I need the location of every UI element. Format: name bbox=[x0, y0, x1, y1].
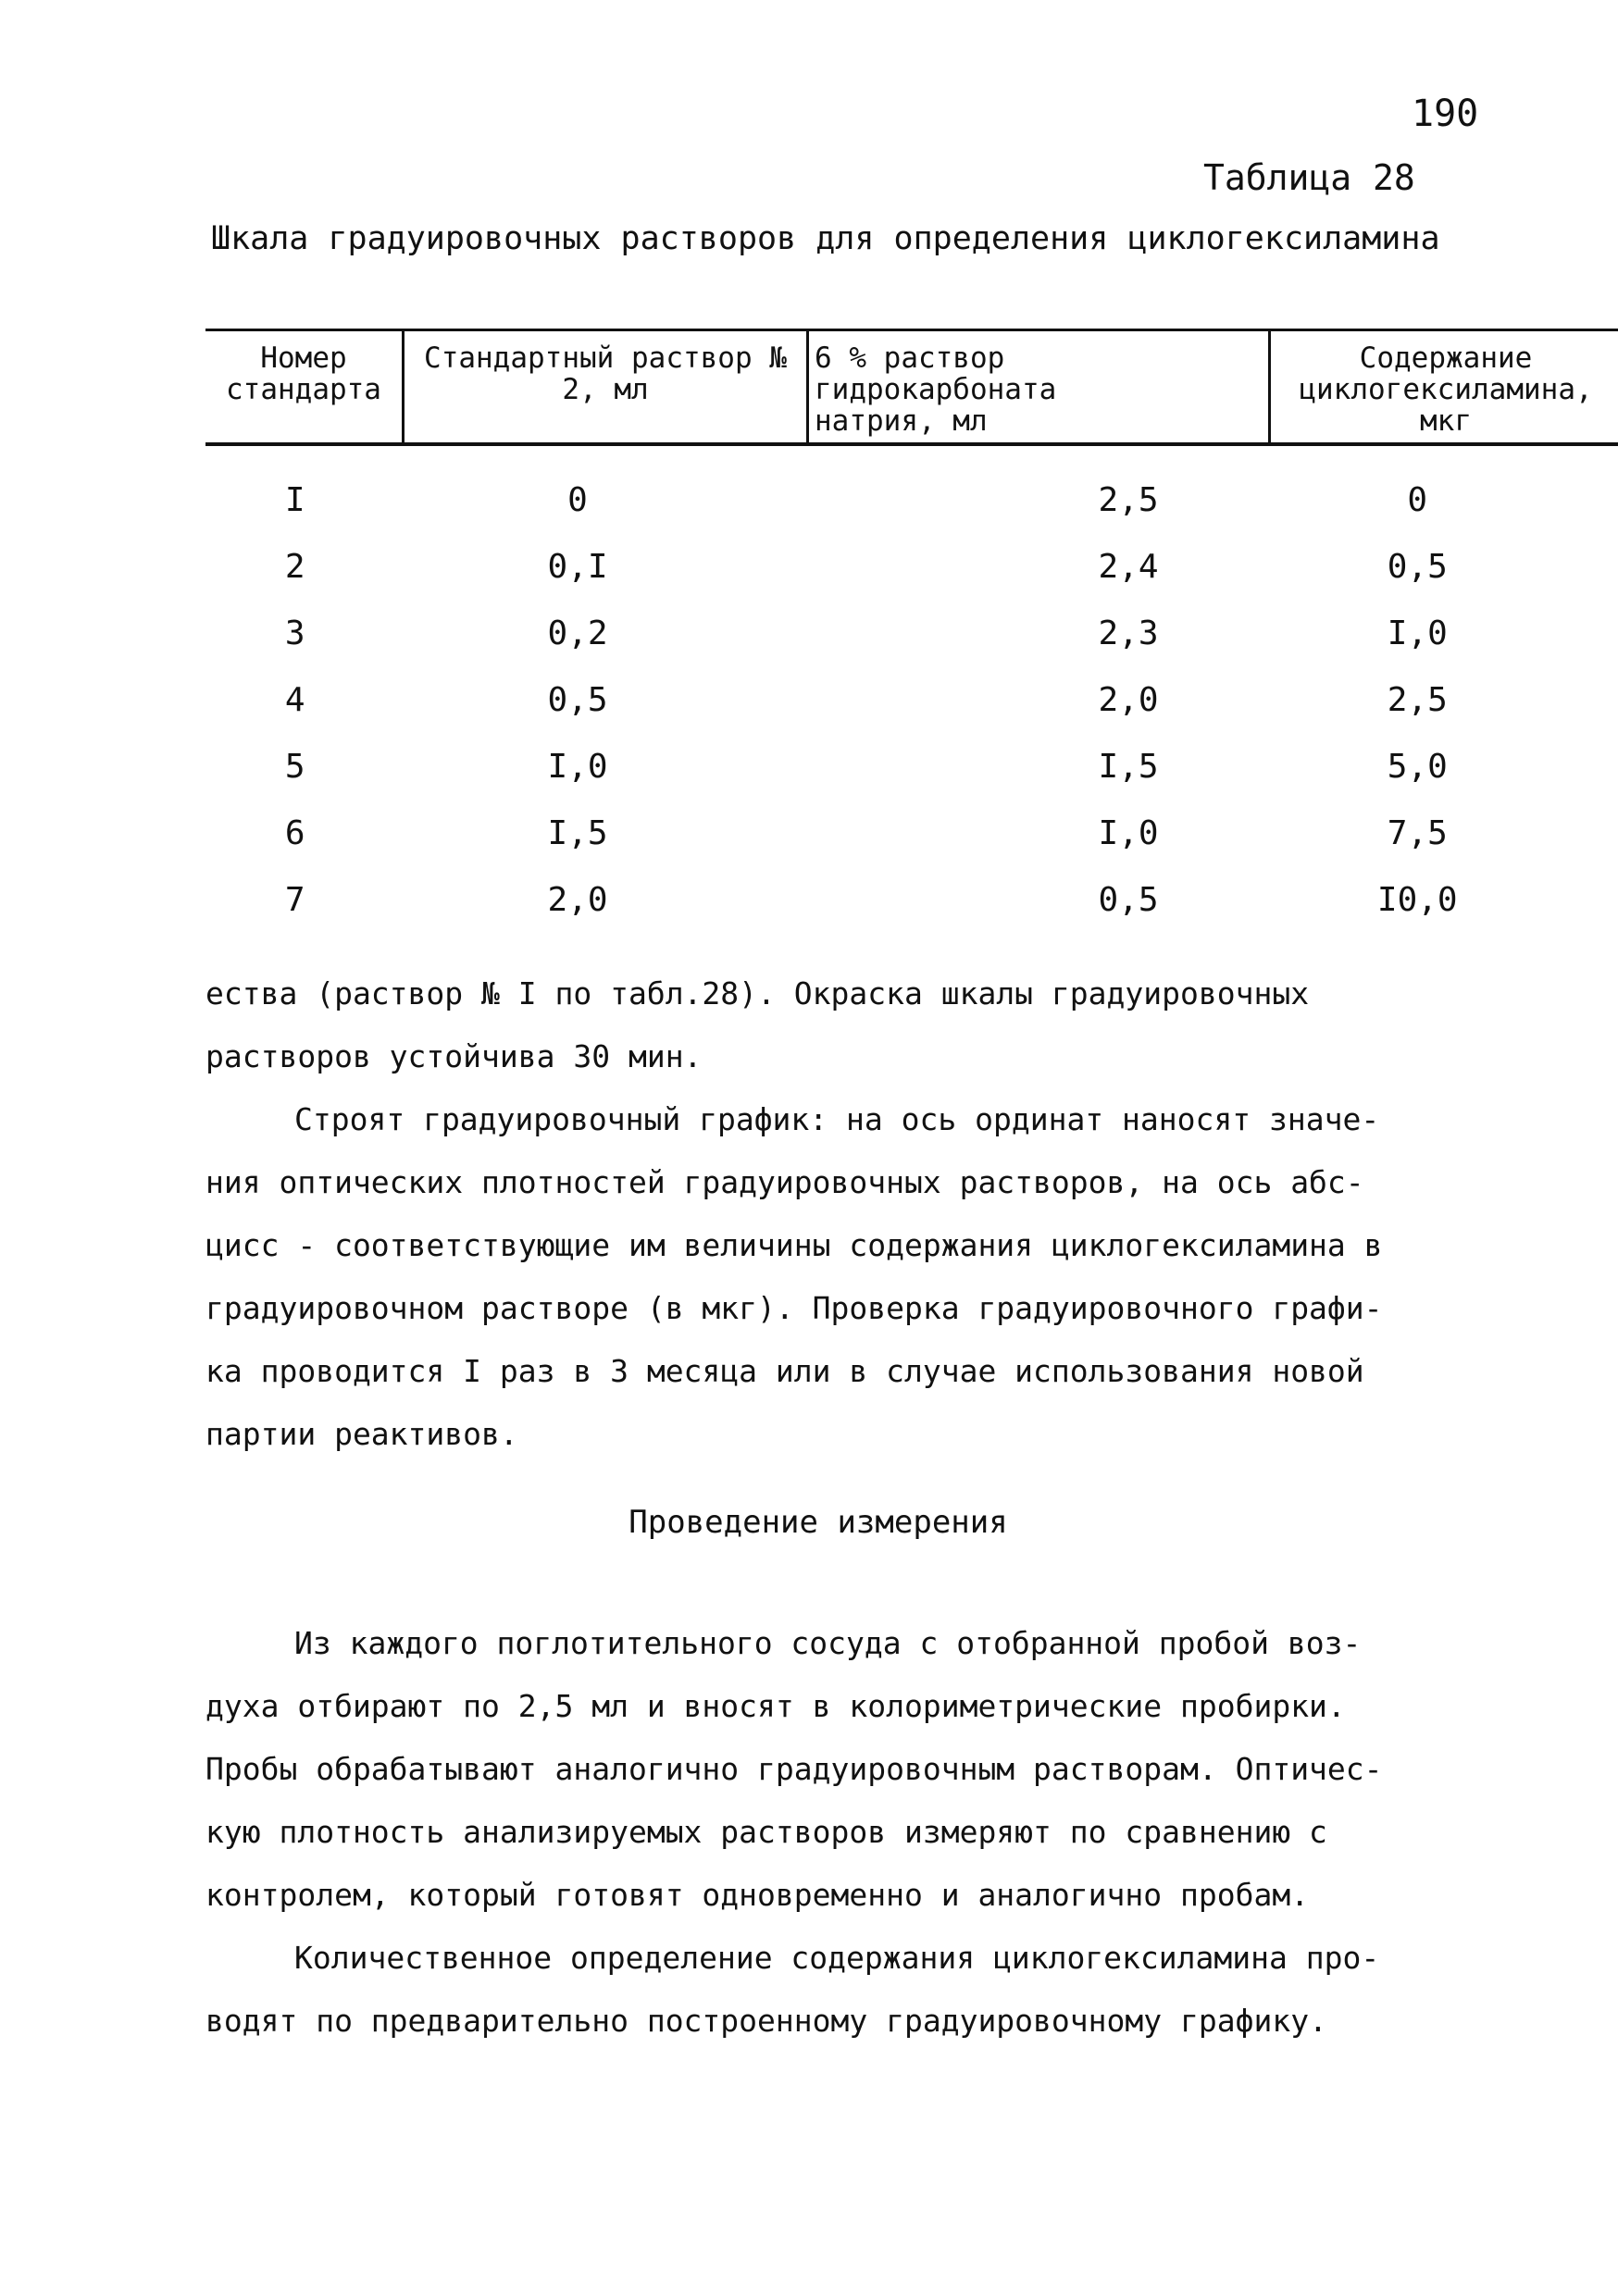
table-row bbox=[205, 444, 1618, 533]
table-row bbox=[205, 733, 1618, 800]
cell-standard-number: 2 bbox=[284, 547, 305, 586]
table-row bbox=[205, 600, 1618, 666]
calibration-table bbox=[205, 329, 1618, 933]
cell-standard-solution: I,5 bbox=[547, 813, 608, 852]
text-line: ества (раствор № I по табл.28). Окраска шкалы градуировочных bbox=[205, 975, 1310, 1011]
table-title: Шкала градуировочных растворов для определения циклогексиламина bbox=[211, 220, 1440, 257]
text-line: контролем, который готовят одновременно и аналогично пробам. bbox=[205, 1877, 1310, 1913]
table-label: Таблица 28 bbox=[1203, 157, 1415, 198]
text-line: партии реактивов. bbox=[205, 1416, 518, 1452]
paragraph-calibration-graph bbox=[205, 1088, 1483, 1466]
cell-standard-solution: 0,I bbox=[547, 547, 608, 586]
table-row bbox=[205, 533, 1618, 600]
cell-cyclohexylamine-content: 0 bbox=[1407, 480, 1428, 519]
text-line: градуировочном растворе (в мкг). Проверка градуировочного графи- bbox=[205, 1290, 1383, 1326]
cell-cyclohexylamine-content: 5,0 bbox=[1387, 747, 1448, 786]
header-cyclohexylamine-content: Содержание циклогексиламина, мкг bbox=[1270, 330, 1618, 445]
text-line: Количественное определение содержания циклогексиламина про- bbox=[294, 1940, 1380, 1976]
table-row bbox=[205, 666, 1618, 733]
text-line: ния оптических плотностей градуировочных растворов, на ось абс- bbox=[205, 1164, 1364, 1200]
page-number: 190 bbox=[1412, 93, 1479, 135]
cell-standard-number: 5 bbox=[284, 747, 305, 786]
paragraph-table-reference bbox=[205, 962, 1483, 1088]
table-header bbox=[205, 330, 1618, 445]
cell-bicarbonate-solution: 2,0 bbox=[1098, 680, 1159, 719]
cell-bicarbonate-solution: I,5 bbox=[1098, 747, 1159, 786]
cell-standard-number: I bbox=[284, 480, 305, 519]
cell-bicarbonate-solution: I,0 bbox=[1098, 813, 1159, 852]
text-line: растворов устойчива 30 мин. bbox=[205, 1038, 703, 1074]
cell-standard-solution: I,0 bbox=[547, 747, 608, 786]
text-line: Строят градуировочный график: на ось ординат наносят значе- bbox=[294, 1101, 1380, 1137]
paragraph-measurement bbox=[205, 1612, 1483, 1927]
cell-standard-solution: 0,5 bbox=[547, 680, 608, 719]
cell-cyclohexylamine-content: I0,0 bbox=[1376, 880, 1458, 919]
cell-standard-number: 4 bbox=[284, 680, 305, 719]
text-line: Из каждого поглотительного сосуда с отобранной пробой воз- bbox=[294, 1625, 1362, 1661]
cell-cyclohexylamine-content: 2,5 bbox=[1387, 680, 1448, 719]
cell-standard-solution: 0 bbox=[567, 480, 588, 519]
text-line: ка проводится I раз в 3 месяца или в случае использования новой bbox=[205, 1353, 1364, 1389]
cell-bicarbonate-solution: 2,5 bbox=[1098, 480, 1159, 519]
text-line: водят по предварительно построенному градуировочному графику. bbox=[205, 2003, 1327, 2039]
text-line: Пробы обрабатывают аналогично градуировочным растворам. Оптичес- bbox=[205, 1751, 1383, 1787]
cell-bicarbonate-solution: 2,3 bbox=[1098, 614, 1159, 652]
text-line: духа отбирают по 2,5 мл и вносят в колориметрические пробирки. bbox=[205, 1688, 1346, 1724]
cell-bicarbonate-solution: 2,4 bbox=[1098, 547, 1159, 586]
table-header-row bbox=[205, 330, 1618, 445]
cell-standard-solution: 2,0 bbox=[547, 880, 608, 919]
header-standard-number: Номер стандарта bbox=[205, 330, 404, 445]
section-heading: Проведение измерения bbox=[629, 1504, 1008, 1541]
cell-bicarbonate-solution: 0,5 bbox=[1098, 880, 1159, 919]
text-line: кую плотность анализируемых растворов измеряют по сравнению с bbox=[205, 1814, 1327, 1850]
cell-standard-number: 6 bbox=[284, 813, 305, 852]
header-bicarbonate-solution: 6 % раствор гидрокарбоната натрия, мл bbox=[808, 330, 1270, 445]
paragraph-quantitative bbox=[205, 1927, 1483, 2053]
cell-standard-number: 7 bbox=[284, 880, 305, 919]
cell-standard-solution: 0,2 bbox=[547, 614, 608, 652]
header-standard-solution: Стандартный раствор № 2, мл bbox=[404, 330, 808, 445]
cell-standard-number: 3 bbox=[284, 614, 305, 652]
cell-cyclohexylamine-content: 7,5 bbox=[1387, 813, 1448, 852]
table-body bbox=[205, 444, 1618, 933]
table-row bbox=[205, 866, 1618, 933]
cell-cyclohexylamine-content: 0,5 bbox=[1387, 547, 1448, 586]
table-row bbox=[205, 800, 1618, 866]
text-line: цисс - соответствующие им величины содержания циклогексиламина в bbox=[205, 1227, 1383, 1263]
cell-cyclohexylamine-content: I,0 bbox=[1387, 614, 1448, 652]
